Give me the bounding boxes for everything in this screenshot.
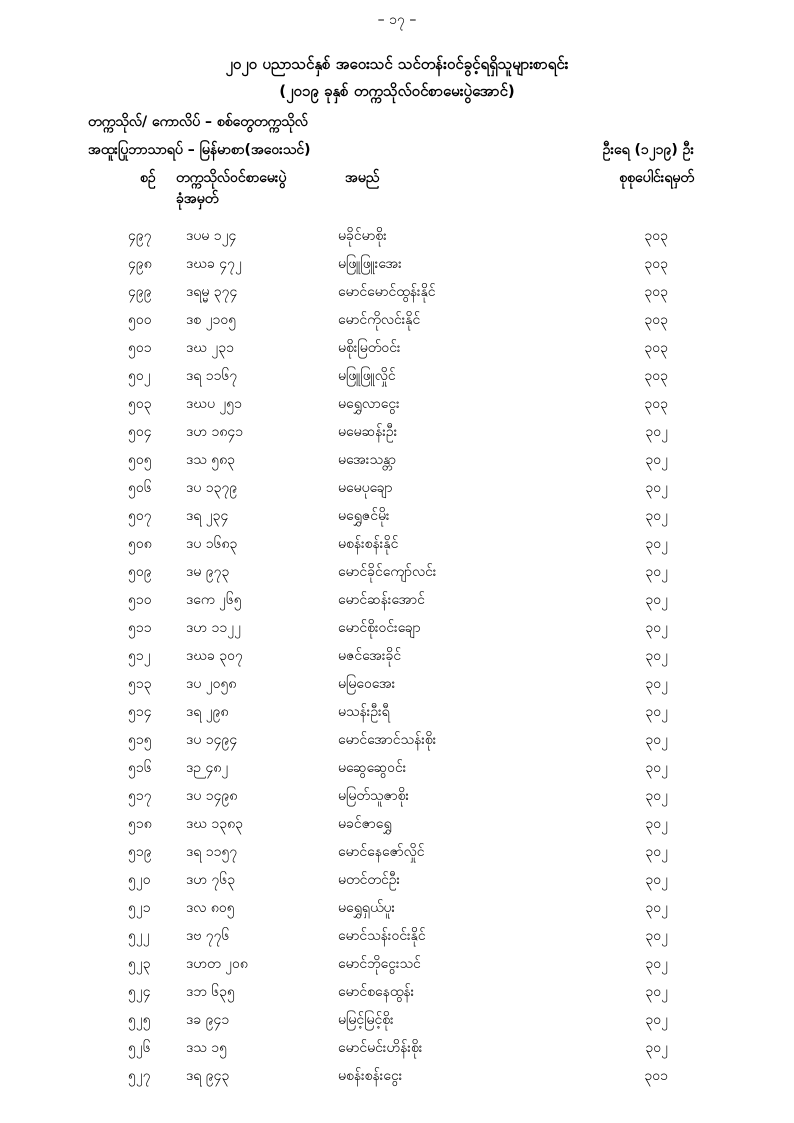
row-number: ၅၀၁ [128, 340, 152, 356]
student-name: မောင်အောင်သန်းစိုး [338, 732, 437, 748]
student-name: မရွှေရှယ်ပူး [338, 900, 396, 916]
row-number: ၅၂၄ [128, 984, 151, 1000]
student-name: မရွှေဇင်မိုး [338, 508, 390, 524]
total-score: ၃၀၂ [645, 508, 668, 524]
row-number: ၅၀၆ [128, 480, 152, 496]
row-number: ၅၂၆ [128, 1040, 151, 1056]
header-total: စုစုပေါင်းရမှတ် [619, 170, 694, 186]
student-name: မောင်နေဇော်လှိုင် [338, 844, 425, 860]
document-title: ၂၀၂၀ ပညာသင်နှစ် အဝေးသင် သင်တန်းဝင်ခွင့်ရရှိသူများစာရင်း [225, 55, 569, 73]
row-number: ၅၀၇ [128, 508, 152, 524]
total-score: ၃၀၃ [644, 256, 668, 272]
row-number: ၅၁၉ [128, 844, 152, 860]
student-name: မခိုင်မာစိုး [338, 228, 387, 244]
total-score: ၃၀၂ [645, 788, 668, 804]
roll-number: ဒဟ ၁၁၂၂ [186, 620, 241, 636]
roll-number: ဒဟ ၁၈၄၁ [186, 424, 244, 440]
total-score: ၃၀၂ [645, 424, 668, 440]
row-number: ၅၀၅ [128, 452, 152, 468]
total-score: ၃၀၃ [644, 340, 668, 356]
row-number: ၅၁၇ [128, 788, 152, 804]
table-row [0, 418, 794, 446]
row-number: ၅၂၀ [128, 872, 151, 888]
row-number: ၄၉၈ [128, 256, 152, 272]
roll-number: ဒပ ၂၀၅၈ [186, 676, 237, 692]
table-row [0, 698, 794, 726]
total-score: ၃၀၃ [644, 396, 668, 412]
row-number: ၅၂၃ [128, 956, 151, 972]
row-number: ၅၁၁ [128, 620, 152, 636]
student-name: မဖြူဖြူလှိုင် [338, 368, 396, 384]
table-row [0, 642, 794, 670]
student-name: မောင်သန်းဝင်းနိုင် [338, 928, 426, 944]
roll-number: ဒခ ၉၄၁ [186, 1012, 230, 1028]
student-name: မမြတ်သူဇာစိုး [338, 788, 410, 804]
table-row [0, 250, 794, 278]
roll-number: ဒဃခ ၃၀၇ [186, 648, 243, 664]
page-number: – ၁၇ – [377, 12, 417, 28]
total-score: ၃၀၂ [645, 900, 668, 916]
university-line: တက္ကသိုလ်/ ကောလိပ် – စစ်တွေတက္ကသိုလ် [88, 114, 308, 130]
row-number: ၅၁၀ [128, 592, 152, 608]
roll-number: ဒဃခ ၄၇၂ [186, 256, 242, 272]
table-row [0, 726, 794, 754]
student-name: မောင်မင်းဟိန်းစိုး [338, 1040, 423, 1056]
roll-number: ဒဃပ ၂၅၁ [186, 396, 243, 412]
total-score: ၃၀၂ [645, 984, 668, 1000]
table-row [0, 502, 794, 530]
roll-number: ဒသ ၁၅ [186, 1040, 228, 1056]
student-name: မမြဝေအေး [338, 676, 396, 692]
roll-number: ဒရ ၁၁၅၇ [186, 844, 238, 860]
student-name: မမေဆန်းဦး [338, 424, 398, 440]
row-number: ၅၀၈ [128, 536, 152, 552]
total-score: ၃၀၂ [645, 536, 668, 552]
student-name: မောင်မောင်ထွန်းနိုင် [338, 284, 436, 300]
table-row [0, 782, 794, 810]
row-number: ၅၀၄ [128, 424, 152, 440]
row-number: ၅၁၆ [128, 760, 152, 776]
roll-number: ဒလ ၈၀၅ [186, 900, 235, 916]
total-score: ၃၀၂ [645, 732, 668, 748]
table-row [0, 810, 794, 838]
document-subtitle: (၂၀၁၉ ခုနှစ် တက္ကသိုလ်ဝင်စာမေးပွဲအောင်) [279, 82, 515, 100]
roll-number: ဒရ ၂၉၈ [186, 704, 229, 720]
total-score: ၃၀၂ [645, 704, 668, 720]
total-score: ၃၀၂ [645, 564, 668, 580]
table-row [0, 334, 794, 362]
roll-number: ဒဗ ၇၇၆ [186, 928, 230, 944]
total-score: ၃၀၂ [645, 1012, 668, 1028]
total-score: ၃၀၂ [645, 956, 668, 972]
student-name: မစန်းစန်းငွေး [338, 1068, 403, 1084]
total-score: ၃၀၂ [645, 760, 668, 776]
student-name: မမြင့်မြင့်စိုး [338, 1012, 394, 1028]
total-score: ၃၀၂ [645, 592, 668, 608]
row-number: ၅၂၅ [128, 1012, 151, 1028]
roll-number: ဒဘ ၆၃၅ [186, 984, 235, 1000]
student-name: မောင်ကိုလင်းနိုင် [338, 312, 421, 328]
roll-number: ဒဉ ၄၈၂ [186, 760, 229, 776]
row-number: ၅၀၃ [128, 396, 152, 412]
total-score: ၃၀၂ [645, 480, 668, 496]
roll-number: ဒရမ္မ ၃၇၄ [186, 284, 238, 300]
row-number: ၅၁၄ [128, 704, 152, 720]
student-name: မရွှေလာငွေး [338, 396, 400, 412]
student-name: မစိုးမြတ်ဝင်း [338, 340, 401, 356]
student-name: မောင်ဘိုငွေးသင် [338, 956, 421, 972]
table-row [0, 278, 794, 306]
table-row [0, 838, 794, 866]
table-row [0, 754, 794, 782]
subject-line: အထူးပြုဘာသာရပ် – မြန်မာစာ(အဝေးသင်) [88, 142, 311, 158]
row-number: ၅၁၈ [128, 816, 152, 832]
header-roll-line2: ခုံအမှတ် [176, 191, 219, 207]
student-name: မဆွေဆွေဝင်း [338, 760, 407, 776]
table-row [0, 306, 794, 334]
table-row [0, 894, 794, 922]
total-score: ၃၀၂ [645, 620, 668, 636]
student-name: မစန်းစန်းနိုင် [338, 536, 399, 552]
table-row [0, 670, 794, 698]
row-number: ၅၀၀ [128, 312, 152, 328]
table-row [0, 950, 794, 978]
table-row [0, 474, 794, 502]
row-number: ၅၁၃ [128, 676, 152, 692]
total-score: ၃၀၂ [645, 676, 668, 692]
header-name: အမည် [345, 170, 380, 186]
table-row [0, 586, 794, 614]
table-row [0, 558, 794, 586]
roll-number: ဒသ ၅၈၃ [186, 452, 236, 468]
row-number: ၅၁၂ [128, 648, 151, 664]
total-score: ၃၀၂ [645, 1040, 668, 1056]
total-score: ၃၀၃ [644, 312, 668, 328]
roll-number: ဒဃ ၁၃၈၃ [186, 816, 244, 832]
table-row [0, 614, 794, 642]
header-roll-line1: တက္ကသိုလ်ဝင်စာမေးပွဲ [176, 170, 287, 186]
student-table [0, 222, 794, 1090]
total-score: ၃၀၃ [644, 368, 668, 384]
table-row [0, 1062, 794, 1090]
roll-number: ဒကေ ၂၆၅ [186, 592, 242, 608]
roll-number: ဒဟ ၇၆၃ [186, 872, 236, 888]
total-score: ၃၀၂ [645, 452, 668, 468]
student-name: မခင်ဇာရွှေ [338, 816, 392, 832]
student-name: မအေးသန္တာ [338, 452, 396, 468]
header-roll [176, 168, 326, 210]
roll-number: ဒရ ၂၃၄ [186, 508, 229, 524]
roll-number: ဒပ ၁၄၉၄ [186, 732, 238, 748]
total-score: ၃၀၂ [645, 872, 668, 888]
student-name: မတင်တင်ဦး [338, 872, 401, 888]
table-row [0, 530, 794, 558]
total-score: ၃၀၃ [644, 228, 668, 244]
row-number: ၅၂၇ [128, 1068, 151, 1084]
header-no: စဉ် [140, 170, 156, 186]
total-score: ၃၀၂ [645, 816, 668, 832]
roll-number: ဒဟတ ၂၀၈ [186, 956, 248, 972]
roll-number: ဒပ ၁၆၈၃ [186, 536, 238, 552]
student-name: မသန်းဦးရီ [338, 704, 390, 720]
student-name: မောင်ဆန်းအောင် [338, 592, 425, 608]
roll-number: ဒစ ၂၁၀၅ [186, 312, 237, 328]
total-score: ၃၀၂ [645, 928, 668, 944]
row-number: ၅၂၁ [128, 900, 151, 916]
total-count: ဦးရေ (၁၂၁၉) ဦး [602, 142, 694, 158]
student-name: မဖြူဖြူးအေး [338, 256, 402, 272]
row-number: ၅၀၉ [128, 564, 152, 580]
table-row [0, 362, 794, 390]
roll-number: ဒပမ ၁၂၄ [186, 228, 237, 244]
student-name: မောင်ခိုင်ကျော်လင်း [338, 564, 437, 580]
table-row [0, 1034, 794, 1062]
table-row [0, 922, 794, 950]
roll-number: ဒပ ၁၄၉၈ [186, 788, 238, 804]
total-score: ၃၀၃ [644, 284, 668, 300]
row-number: ၄၉၉ [128, 284, 152, 300]
student-name: မောင်စိုးဝင်းချော [338, 620, 421, 636]
total-score: ၃၀၁ [644, 1068, 668, 1084]
student-name: မောင်စနေထွန်း [338, 984, 415, 1000]
table-row [0, 446, 794, 474]
student-name: မမေပုချော [338, 480, 393, 496]
row-number: ၅၁၅ [128, 732, 152, 748]
table-row [0, 390, 794, 418]
roll-number: ဒဃ ၂၃၁ [186, 340, 235, 356]
table-row [0, 222, 794, 250]
roll-number: ဒမ ၉၇၃ [186, 564, 230, 580]
row-number: ၄၉၇ [128, 228, 152, 244]
row-number: ၅၀၂ [128, 368, 151, 384]
student-name: မဇင်အေးခိုင် [338, 648, 402, 664]
roll-number: ဒရ ၁၁၆၇ [186, 368, 238, 384]
row-number: ၅၂၂ [128, 928, 150, 944]
table-row [0, 866, 794, 894]
total-score: ၃၀၂ [645, 844, 668, 860]
roll-number: ဒရ ၉၄၃ [186, 1068, 230, 1084]
table-row [0, 1006, 794, 1034]
total-score: ၃၀၂ [645, 648, 668, 664]
roll-number: ဒပ ၁၃၇၉ [186, 480, 238, 496]
table-row [0, 978, 794, 1006]
